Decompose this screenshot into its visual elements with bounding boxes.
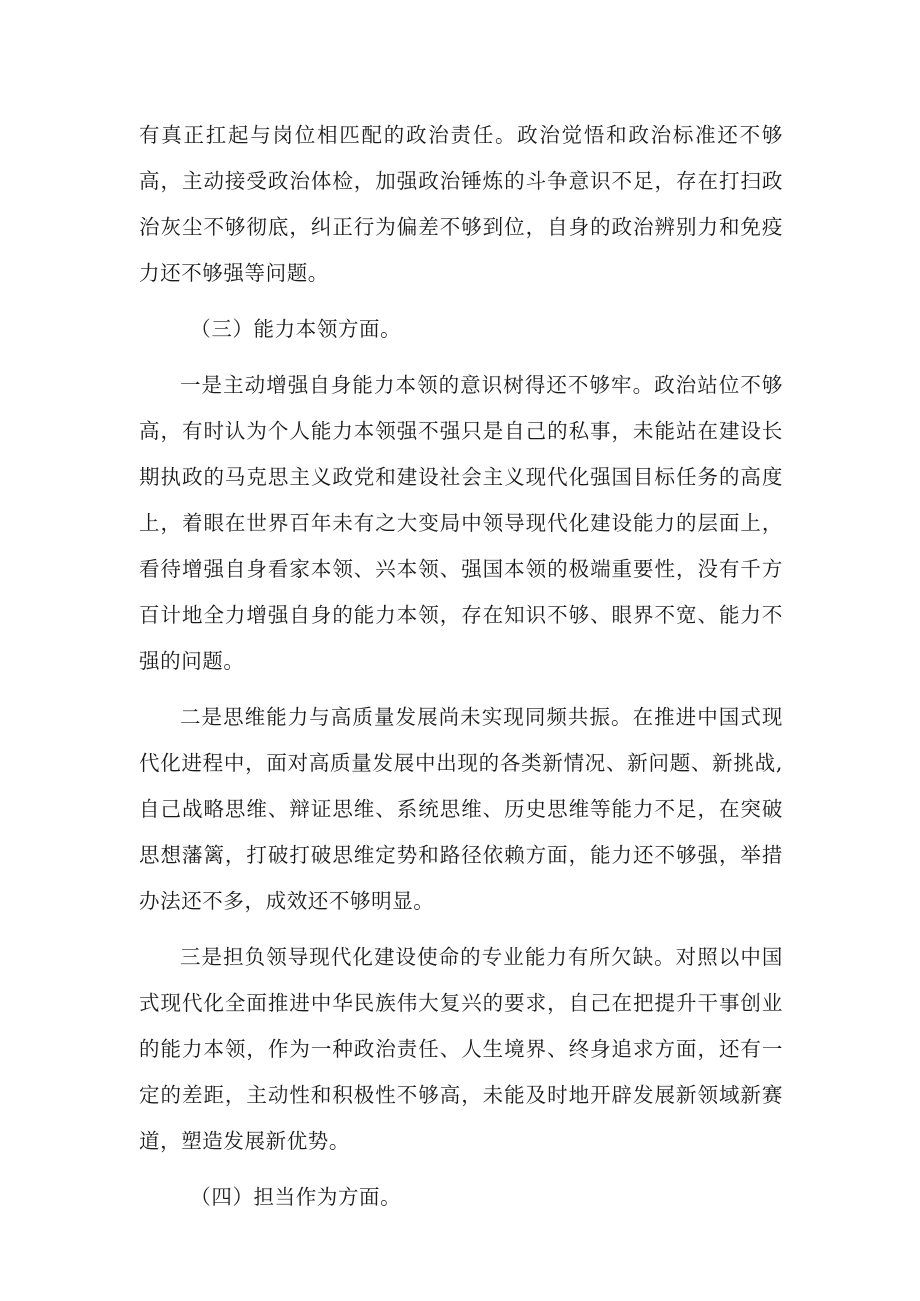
paragraph-ability-awareness: 一是主动增强自身能力本领的意识树得还不够牢。政治站位不够高，有时认为个人能力本领强不强只是自己的私事，未能站在建设长期执政的马克思主义政党和建设社会主义现代化强国目标任务的高度上，着眼在世界百年未有之大变局中领导现代化建设能力的层面上，看待增强自身看家本领、兴本领、强国本领的极端重要性，没有千方百计地全力增强自身的能力本领，存在知识不够、眼界不宽、能力不强的问题。	[139, 373, 783, 673]
paragraph-political-responsibility: 有真正扛起与岗位相匹配的政治责任。政治觉悟和政治标准还不够高，主动接受政治体检，加强政治锤炼的斗争意识不足，存在打扫政治灰尘不够彻底，纠正行为偏差不够到位，自身的政治辨别力和免疫力还不够强等问题。	[139, 123, 783, 285]
paragraph-thinking-ability: 二是思维能力与高质量发展尚未实现同频共振。在推进中国式现代化进程中，面对高质量发展中出现的各类新情况、新问题、新挑战,自己战略思维、辩证思维、系统思维、历史思维等能力不足，在突破思想藩篱，打破打破思维定势和路径依赖方面，能力还不够强，举措办法还不多，成效还不够明显。	[139, 705, 783, 913]
section-heading-ability: （三）能力本领方面。	[190, 317, 402, 341]
section-heading-responsibility: （四）担当作为方面。	[190, 1185, 402, 1209]
document-body	[139, 112, 783, 1230]
paragraph-professional-ability: 三是担负领导现代化建设使命的专业能力有所欠缺。对照以中国式现代化全面推进中华民族伟大复兴的要求，自己在把提升干事创业的能力本领，作为一种政治责任、人生境界、终身追求方面，还有一定的差距，主动性和积极性不够高，未能及时地开辟发展新领域新赛道，塑造发展新优势。	[139, 945, 783, 1153]
